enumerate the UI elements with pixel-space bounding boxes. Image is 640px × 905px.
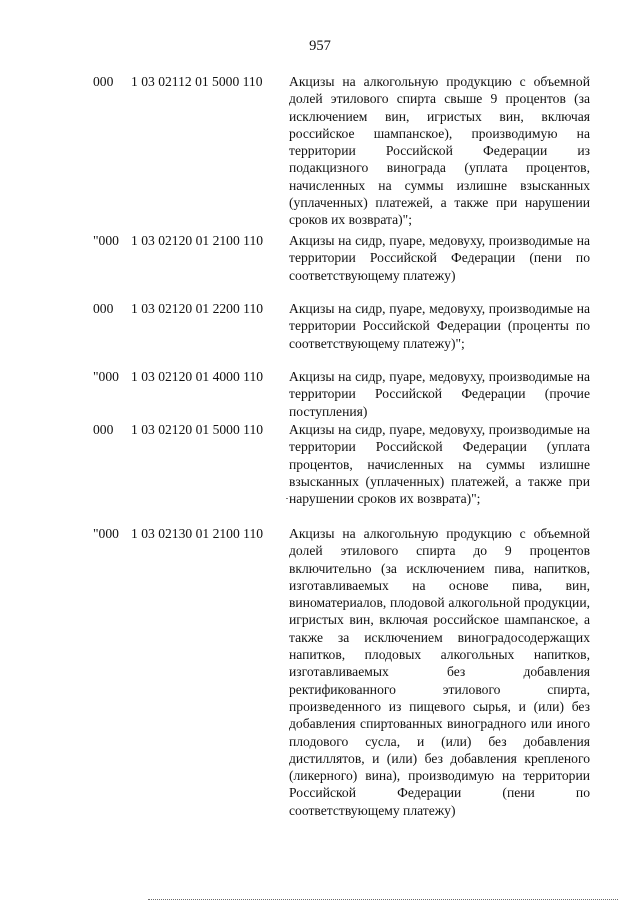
admin-code: 000 <box>93 422 114 437</box>
code-description: Акцизы на сидр, пуаре, медовуху, производимые на территории Российской Федерации (уплата процентов, начисленных на суммы излишне взысканных (уплаченных) платежей, а также при нарушении сроков их возврата)"; <box>289 422 590 507</box>
code-description: Акцизы на алкогольную продукцию с объемной долей этилового спирта до 9 процентов включительно (за исключением пива, напитков, изготавливаемых на основе пива, вин, виноматериалов, плодовой алкогольной продукции, игристых вин, включая российское шампанское, а также за исключением виноградосодержащих напитков, плодовых алкогольных напитков, изготавливаемых без добавления ректификованного этилового спирта, произведенного из пищевого сырья, и (или) без добавления спиртованных виноградного или иного плодового сусла, и (или) без добавления дистиллятов, и (или) без добавления крепленого (ликерного) вина), производимую на территории Российской Федерации (пени по соответствующему платежу) <box>289 526 590 818</box>
scan-speck <box>286 498 288 499</box>
kbk-code: 1 03 02120 01 4000 110 <box>131 369 264 384</box>
admin-code: 000 <box>93 74 114 89</box>
admin-code: "000 <box>93 526 119 541</box>
kbk-code: 1 03 02120 01 2100 110 <box>131 233 264 248</box>
admin-code: "000 <box>93 233 119 248</box>
page-number: 957 <box>309 38 331 54</box>
kbk-code: 1 03 02130 01 2100 110 <box>131 526 264 541</box>
scan-edge-line <box>148 899 618 900</box>
code-description: Акцизы на сидр, пуаре, медовуху, производимые на территории Российской Федерации (прочие поступления) <box>289 369 590 419</box>
code-description: Акцизы на сидр, пуаре, медовуху, производимые на территории Российской Федерации (пени по соответствующему платежу) <box>289 233 590 283</box>
kbk-code: 1 03 02120 01 5000 110 <box>131 422 264 437</box>
code-description: Акцизы на алкогольную продукцию с объемной долей этилового спирта свыше 9 процентов (за исключением вин, игристых вин, включая российское шампанское), производимую на территории Российской Федерации из подакцизного винограда (уплата процентов, начисленных на суммы излишне взысканных (уплаченных) платежей, а также при нарушении сроков их возврата)"; <box>289 74 590 228</box>
kbk-code: 1 03 02112 01 5000 110 <box>131 74 263 89</box>
kbk-code: 1 03 02120 01 2200 110 <box>131 301 264 316</box>
code-description: Акцизы на сидр, пуаре, медовуху, производимые на территории Российской Федерации (проценты по соответствующему платежу)"; <box>289 301 590 351</box>
admin-code: 000 <box>93 301 114 316</box>
admin-code: "000 <box>93 369 119 384</box>
